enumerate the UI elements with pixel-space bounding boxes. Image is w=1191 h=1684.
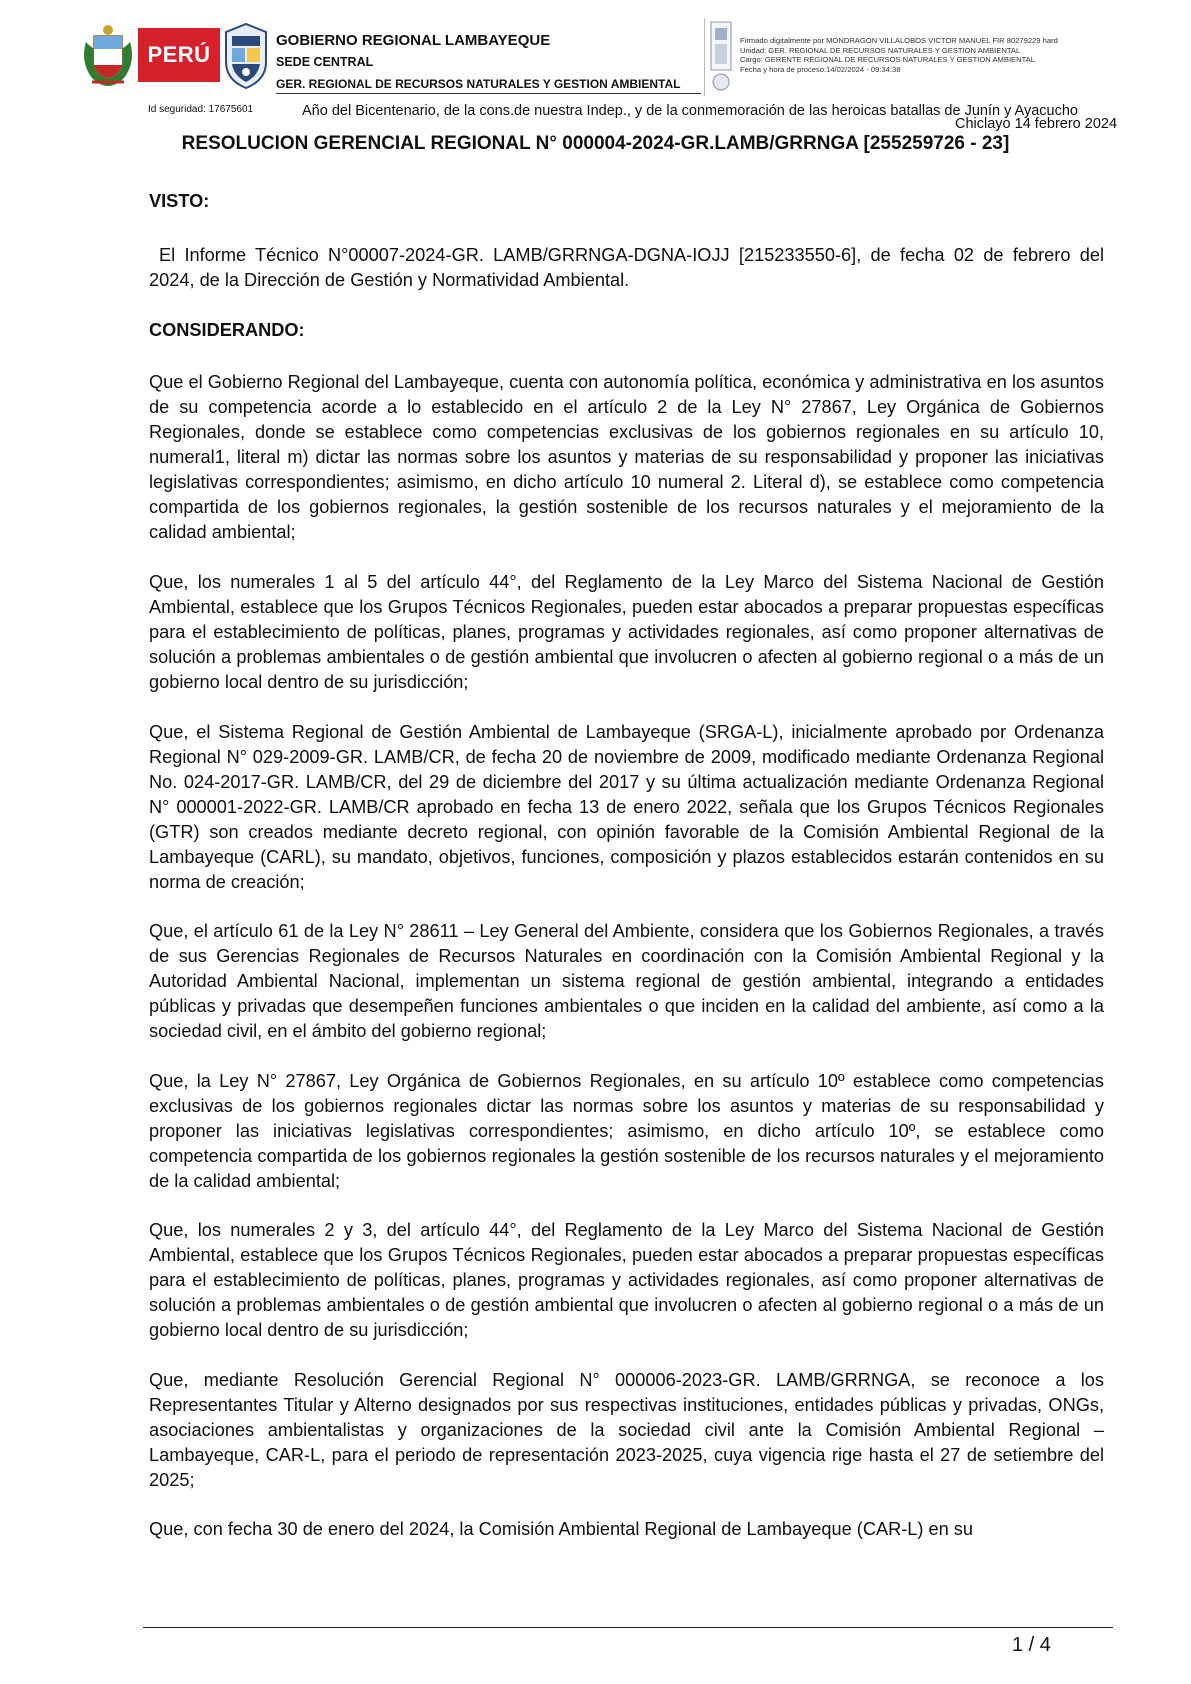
national-coat-of-arms-icon: [78, 22, 138, 88]
page-number: 1 / 4: [1012, 1634, 1051, 1656]
paragraph: Que el Gobierno Regional del Lambayeque, cuenta con autonomía política, económica y administrativa en los asuntos de su competencia acorde a lo establecido en el artículo 2 de la Ley N° 27867, Ley Orgánica de Gobiernos Regionales, donde se establece como competencias exclusivas de los gobiernos regionales en su artículo 10, numeral1, literal m) dictar las normas sobre los asuntos y materias de su responsabilidad y proponer las iniciativas legislativas correspondientes; asimismo, en dicho artículo 10 numeral 2. Literal d), se establece como competencia compartida de los gobiernos regionales, la gestión sostenible de los recursos naturales y el mejoramiento de la calidad ambiental;: [149, 372, 1104, 542]
signature-divider: [704, 18, 705, 96]
digital-signature-block: [740, 36, 1058, 74]
document-date: Chiclayo 14 febrero 2024: [955, 116, 1118, 132]
signature-seal-icon: [709, 20, 733, 94]
header-divider: [276, 93, 701, 94]
paragraph: Que, el Sistema Regional de Gestión Ambiental de Lambayeque (SRGA-L), inicialmente aprobado por Ordenanza Regional N° 029-2009-GR. LAMB/CR, de fecha 20 de noviembre de 2009, modificado mediante Ordenanza Regional No. 024-2017-GR. LAMB/CR, del 29 de diciembre del 2017 y su última actualización mediante Ordenanza Regional N° 000001-2022-GR. LAMB/CR aprobado en fecha 13 de enero 2022, señala que los Grupos Técnicos Regionales (GTR) son creados mediante decreto regional, con opinión favorable de la Comisión Ambiental Regional de la Lambayeque (CARL), su mandato, objetivos, funciones, composición y plazos establecidos estarán contenidos en su norma de creación;: [149, 722, 1104, 892]
resolution-title: RESOLUCION GERENCIAL REGIONAL N° 000004-2024-GR.LAMB/GRRNGA [255259726 - 23]: [181, 133, 1010, 154]
org-sede: SEDE CENTRAL: [276, 55, 374, 69]
signature-line: Cargo: GERENTE REGIONAL DE RECURSOS NATURALES Y GESTION AMBIENTAL: [740, 55, 1035, 65]
org-name: GOBIERNO REGIONAL LAMBAYEQUE: [276, 32, 551, 49]
paragraph: Que, los numerales 2 y 3, del artículo 44°, del Reglamento de la Ley Marco del Sistema Nacional de Gestión Ambiental, establece que los Grupos Técnicos Regionales, pueden estar abocados a preparar propuestas específicas para el establecimiento de políticas, planes, programas y actividades regionales, así como proponer alternativas de solución a problemas ambientales o de gestión ambiental que involucren o afecten al gobierno regional o a más de un gobierno local dentro de su jurisdicción;: [149, 1220, 1104, 1340]
visto-heading: VISTO:: [149, 191, 210, 211]
signature-line: Unidad: GER. REGIONAL DE RECURSOS NATURALES Y GESTION AMBIENTAL: [740, 45, 1021, 55]
signature-line: Fecha y hora de proceso:14/02/2024 - 09:34:38: [740, 64, 901, 74]
org-gerencia: GER. REGIONAL DE RECURSOS NATURALES Y GESTION AMBIENTAL: [276, 77, 681, 91]
regional-government-crest-icon: [220, 22, 272, 92]
signature-line: Firmado digitalmente por MONDRAGON VILLALOBOS VICTOR MANUEL FIR 80279229 hard: [740, 36, 1058, 45]
security-id: Id seguridad: 17675601: [148, 104, 254, 115]
paragraph: Que, los numerales 1 al 5 del artículo 44°, del Reglamento de la Ley Marco del Sistema Nacional de Gestión Ambiental, establece que los Grupos Técnicos Regionales, pueden estar abocados a preparar propuestas específicas para el establecimiento de políticas, planes, programas y actividades regionales, así como proponer alternativas de solución a problemas ambientales o de gestión ambiental que involucren o afecten al gobierno regional o a más de un gobierno local dentro de su jurisdicción;: [149, 572, 1104, 692]
footer-divider: [143, 1627, 1113, 1628]
paragraph: Que, la Ley N° 27867, Ley Orgánica de Gobiernos Regionales, en su artículo 10º establece como competencias exclusivas de los gobiernos regionales dictar las normas sobre los asuntos y materias de su responsabilidad y proponer las iniciativas legislativas correspondientes; asimismo, en dicho artículo 10º, se establece como competencia compartida de los gobiernos regionales la gestión sostenible de los recursos naturales y el mejoramiento de la calidad ambiental;: [149, 1071, 1104, 1191]
year-motto: Año del Bicentenario, de la cons.de nuestra Indep., y de la conmemoración de las heroicas batallas de Junín y Ayacucho: [302, 103, 1078, 119]
paragraph: Que, el artículo 61 de la Ley N° 28611 – Ley General del Ambiente, considera que los Gobiernos Regionales, a través de sus Gerencias Regionales de Recursos Naturales en coordinación con la Comisión Ambiental Regional y la Autoridad Ambiental Nacional, implementan un sistema regional de gestión ambiental, integrando a entidades públicas y privadas que desempeñen funciones ambientales o que inciden en la calidad del ambiente, así como a la sociedad civil, en el ámbito del gobierno regional;: [149, 921, 1104, 1041]
paragraph: Que, mediante Resolución Gerencial Regional N° 000006-2023-GR. LAMB/GRRNGA, se reconoce a los Representantes Titular y Alterno designados por sus respectivas instituciones, entidades públicas y privadas, ONGs, asociaciones ambientalistas y organizaciones de la sociedad civil ante la Comisión Ambiental Regional – Lambayeque, CAR-L, para el periodo de representación 2023-2025, cuya vigencia rige hasta el 27 de setiembre del 2025;: [149, 1370, 1104, 1490]
peru-logo: PERÚ: [138, 28, 220, 82]
visto-text: El Informe Técnico N°00007-2024-GR. LAMB/GRRNGA-DGNA-IOJJ [215233550-6], de fecha 02 de febrero del 2024, de la Dirección de Gestión y Normatividad Ambiental.: [149, 245, 1104, 290]
paragraph: Que, con fecha 30 de enero del 2024, la Comisión Ambiental Regional de Lambayeque (CAR-L) en su: [149, 1519, 973, 1539]
considerando-heading: CONSIDERANDO:: [149, 320, 305, 340]
